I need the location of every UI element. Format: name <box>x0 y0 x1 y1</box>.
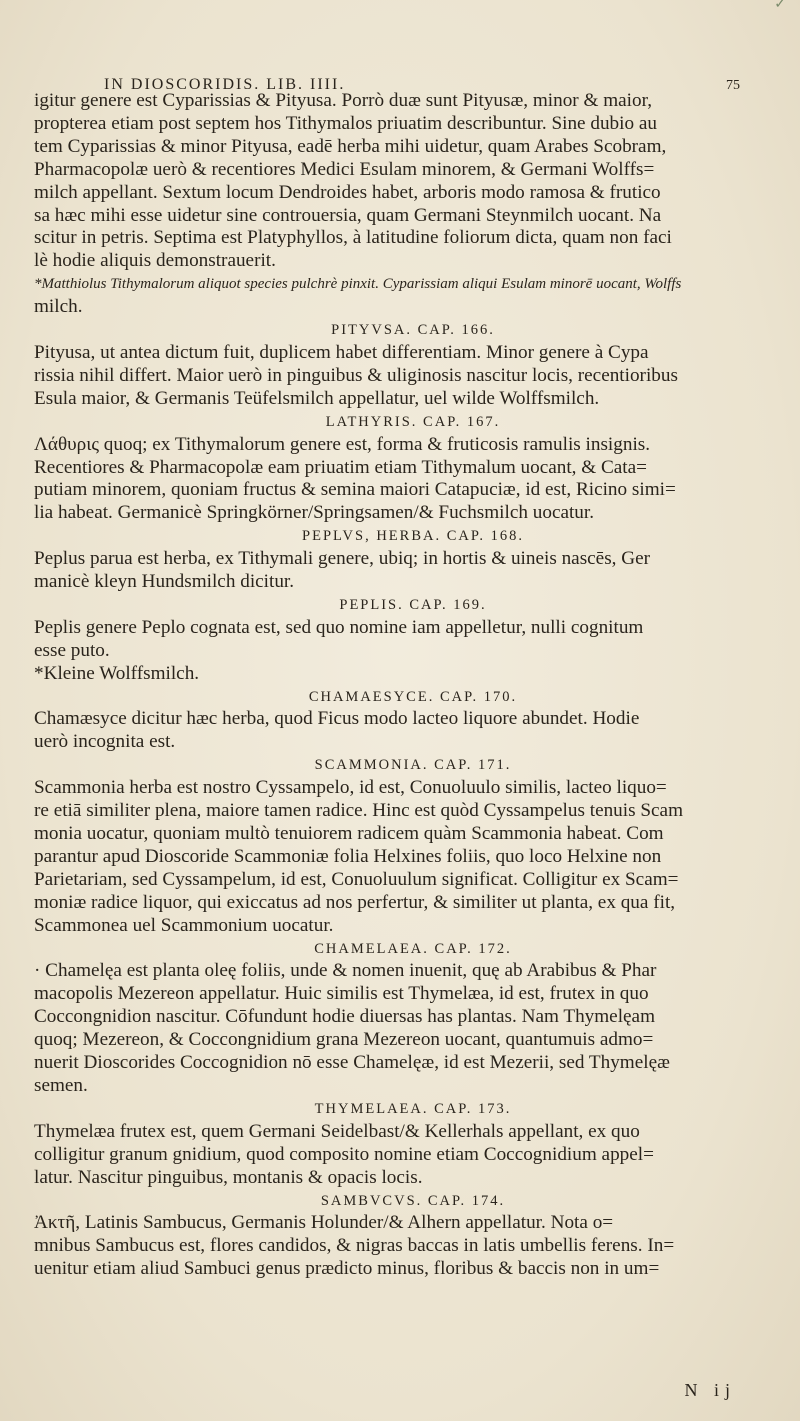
text-line: sa hæc mihi esse uidetur sine controuersia, quam Germani Steynmilch uocant. Na <box>34 204 662 226</box>
text-line: Λάθυρις quoq; ex Tithymalorum genere est, forma & fruticosis ramulis insignis. <box>34 433 651 455</box>
text-line: latur. Nascitur pinguibus, montanis & opacis locis. <box>34 1166 423 1188</box>
text-line: propterea etiam post septem hos Tithymalos priuatim describuntur. Sine dubio au <box>34 112 657 134</box>
chapter-heading: SCAMMONIA. CAP. 171. <box>314 757 512 774</box>
text-line: manicè kleyn Hundsmilch dicitur. <box>34 571 295 593</box>
text-line: igitur genere est Cyparissias & Pityusa. Porrò duæ sunt Pityusæ, minor & maior, <box>34 90 652 111</box>
marginal-note: *Matthiolus Tithymalorum aliquot species pulchrè pinxit. Cyparissiam aliqui Esulam minorē uocant, Wolffs <box>34 276 682 293</box>
chapter-heading: SAMBVCVS. CAP. 174. <box>320 1192 506 1209</box>
text-line: · Chamelęa est planta oleę foliis, unde & nomen inuenit, quę ab Arabibus & Phar <box>34 960 657 982</box>
text-line: re etiā similiter plena, maiore tamen radice. Hinc est quòd Cyssampelus tenuis Scam <box>34 800 683 822</box>
text-line: Ἀκτῆ, Latinis Sambucus, Germanis Holunder/& Alhern appellatur. Nota o= <box>34 1212 614 1234</box>
text-line: colligitur granum gnidium, quod composito nomine etiam Coccognidium appel= <box>34 1143 654 1165</box>
signature-mark: N ij <box>684 1380 736 1400</box>
text-line: *Kleine Wolffsmilch. <box>34 662 200 684</box>
text-line: Pharmacopolæ uerò & recentiores Medici Esulam minorem, & Germani Wolffs= <box>34 158 655 180</box>
text-line: uerò incognita est. <box>34 731 176 753</box>
text-line: Peplus parua est herba, ex Tithymali genere, ubiq; in hortis & uineis nascēs, Ger <box>34 548 651 570</box>
text-line: Thymelæa frutex est, quem Germani Seidelbast/& Kellerhals appellant, ex quo <box>34 1120 640 1142</box>
corner-mark: ✓ <box>774 0 786 12</box>
text-line: Parietariam, sed Cyssampelum, id est, Conuoluulum significat. Colligitur ex Scam= <box>34 868 679 890</box>
text-line: semen. <box>34 1074 88 1096</box>
text-line: putiam minorem, quoniam fructus & semina maiori Catapuciæ, id est, Ricino simi= <box>34 479 676 501</box>
chapter-heading: CHAMAESYCE. CAP. 170. <box>308 688 518 705</box>
chapter-heading: PEPLIS. CAP. 169. <box>339 596 487 613</box>
text-line: Scammonia herba est nostro Cyssampelo, id est, Conuoluulo similis, lacteo liquo= <box>34 777 667 799</box>
text-line: Pityusa, ut antea dictum fuit, duplicem habet differentiam. Minor genere à Cypa <box>34 341 649 363</box>
text-line: lè hodie aliquis demonstrauerit. <box>34 250 276 272</box>
chapter-heading: PITYVSA. CAP. 166. <box>331 322 495 339</box>
text-line: milch. <box>34 296 83 318</box>
text-line: nuerit Dioscorides Coccognidion nō esse Chamelęæ, id est Mezerii, sed Thymelęæ <box>34 1052 670 1074</box>
text-line: Peplis genere Peplo cognata est, sed quo nomine iam appelletur, nulli cognitum <box>34 616 644 638</box>
running-title: IN DIOSCORIDIS. LIB. IIII. <box>104 76 346 93</box>
chapter-heading: PEPLVS, HERBA. CAP. 168. <box>302 528 524 545</box>
text-line: parantur apud Dioscoride Scammoniæ folia Helxines foliis, quo loco Helxine non <box>34 845 662 867</box>
text-line: esse puto. <box>34 639 110 661</box>
text-line: mnibus Sambucus est, flores candidos, & nigras baccas in latis umbellis ferens. In= <box>34 1235 675 1257</box>
chapter-heading: THYMELAEA. CAP. 173. <box>314 1100 512 1117</box>
body-text <box>34 90 762 1281</box>
text-line: tem Cyparissias & minor Pityusa, eadē herba mihi uidetur, quam Arabes Scobram, <box>34 135 667 157</box>
text-line: Chamæsyce dicitur hæc herba, quod Ficus modo lacteo liquore abundet. Hodie <box>34 708 640 730</box>
chapter-heading: CHAMELAEA. CAP. 172. <box>314 940 512 957</box>
text-line: rissia nihil differt. Maior uerò in pinguibus & uliginosis nascitur locis, recentioribus <box>34 364 678 386</box>
chapter-heading: LATHYRIS. CAP. 167. <box>325 413 501 430</box>
text-line: monia uocatur, quoniam multò tenuiorem radicem quàm Scammonia habeat. Com <box>34 823 664 844</box>
text-line: Scammonea uel Scammonium uocatur. <box>34 914 334 936</box>
text-line: milch appellant. Sextum locum Dendroides habet, arboris modo ramosa & frutico <box>34 181 661 203</box>
page-number: 75 <box>726 78 740 93</box>
text-line: macopolis Mezereon appellatur. Huic similis est Thymelæa, id est, frutex in quo <box>34 983 649 1005</box>
running-head <box>34 62 762 93</box>
text-line: lia habeat. Germanicè Springkörner/Springsamen/& Fuchsmilch uocatur. <box>34 502 595 524</box>
text-line: scitur in petris. Septima est Platyphyllos, à latitudine foliorum dicta, quam non faci <box>34 227 672 249</box>
text-line: moniæ radice liquor, qui exiccatus ad nos perfertur, & similiter ut planta, ex qua fit, <box>34 891 676 913</box>
text-line: uenitur etiam aliud Sambuci genus prædicto minus, floribus & baccis non in um= <box>34 1258 660 1280</box>
text-line: quoq; Mezereon, & Coccongnidium grana Mezereon uocant, quantumuis admo= <box>34 1029 654 1051</box>
text-line: Recentiores & Pharmacopolæ eam priuatim etiam Tithymalum uocant, & Cata= <box>34 456 647 478</box>
text-line: Esula maior, & Germanis Teüfelsmilch appellatur, uel wilde Wolffsmilch. <box>34 387 600 409</box>
text-line: Coccongnidion nascitur. Cōfundunt hodie diuersas has plantas. Nam Thymelęam <box>34 1006 655 1028</box>
